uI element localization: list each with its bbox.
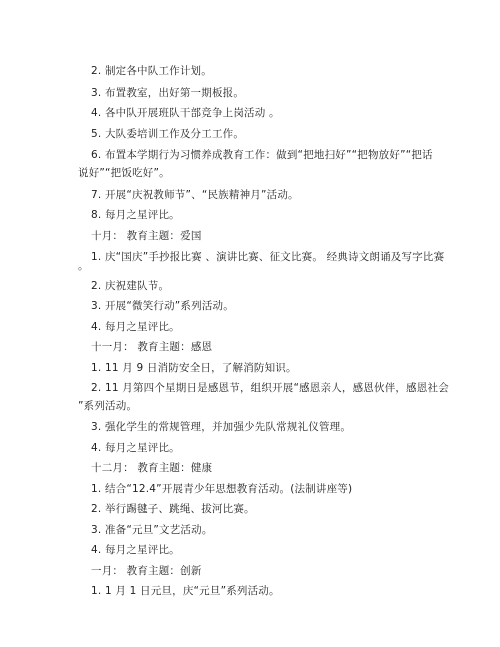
- text-line: 2. 11 月第四个星期日是感恩节，组织开展“感恩亲人，感恩伙伴，感恩社会: [91, 382, 449, 394]
- section-heading: 一月： 教育主题：创新: [91, 565, 202, 577]
- text-line: 8. 每月之星评比。: [91, 209, 180, 221]
- text-line: 3. 强化学生的常规管理，并加强少先队常规礼仪管理。: [91, 421, 352, 433]
- text-line: 5. 大队委培训工作及分工工作。: [91, 128, 245, 140]
- text-line: 4. 每月之星评比。: [91, 544, 180, 556]
- section-heading: 十二月： 教育主题：健康: [91, 462, 213, 474]
- text-line: 说好”“把饭吃好”。: [78, 167, 170, 179]
- text-line: 6. 布置本学期行为习惯养成教育工作：做到“把地扫好”“把物放好”“把话: [91, 149, 433, 161]
- text-line: 1. 1 月 1 日元旦，庆“元旦”系列活动。: [91, 585, 280, 597]
- text-line: 7. 开展“庆祝教师节”、“民族精神月”活动。: [91, 189, 299, 201]
- text-line: 4. 每月之星评比。: [91, 442, 180, 454]
- text-line: 2. 庆祝建队节。: [91, 280, 170, 292]
- text-line: 。: [78, 260, 89, 272]
- text-line: 2. 制定各中队工作计划。: [91, 65, 212, 77]
- text-line: 3. 准备“元旦”文艺活动。: [91, 524, 213, 536]
- text-line: 1. 庆“国庆”手抄报比赛 、演讲比赛、征文比赛。 经典诗文朗诵及写字比赛: [91, 251, 445, 263]
- text-line: ”系列活动。: [78, 400, 138, 412]
- text-line: 2. 举行踢毽子、跳绳、拔河比赛。: [91, 503, 255, 515]
- text-line: 4. 每月之星评比。: [91, 321, 180, 333]
- text-line: 3. 开展“微笑行动”系列活动。: [91, 300, 234, 312]
- text-line: 3. 布置教室，出好第一期板报。: [91, 87, 245, 99]
- text-line: 1. 11 月 9 日消防安全日，了解消防知识。: [91, 362, 297, 374]
- text-line: 4. 各中队开展班队干部竞争上岗活动 。: [91, 107, 280, 119]
- section-heading: 十月： 教育主题：爱国: [91, 230, 202, 242]
- text-line: 1. 结合“12.4”开展青少年思想教育活动。(法制讲座等): [91, 483, 353, 495]
- section-heading: 十一月： 教育主题：感恩: [91, 341, 213, 353]
